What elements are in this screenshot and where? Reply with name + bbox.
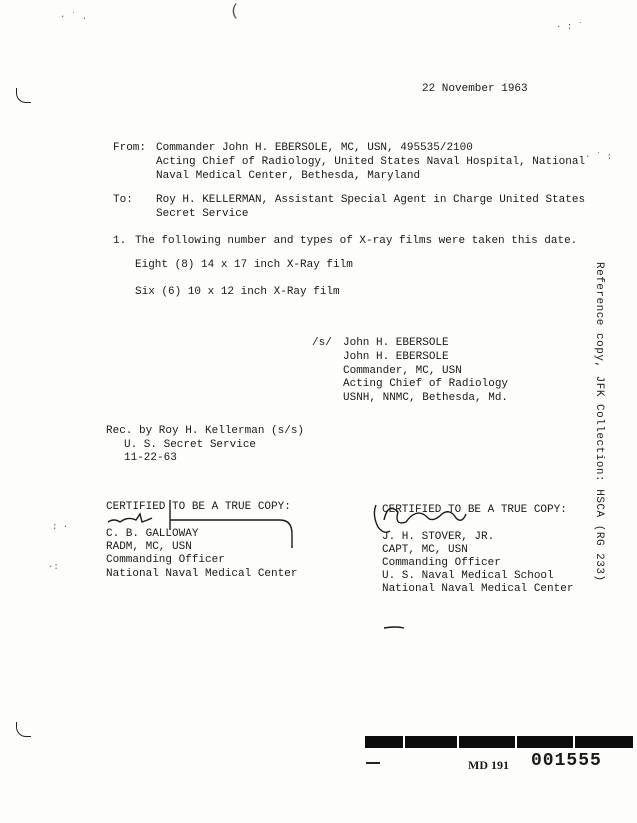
left-bracket-mark <box>170 500 292 548</box>
signature-line: Commander, MC, USN <box>343 365 462 377</box>
paragraph-number: 1. <box>113 235 127 247</box>
from-line: Commander John H. EBERSOLE, MC, USN, 495535/2100 <box>156 142 473 154</box>
film-item: Six (6) 10 x 12 inch X-Ray film <box>135 286 340 298</box>
scribble-mark <box>384 627 404 628</box>
certifier-line-right: Commanding Officer <box>382 557 501 569</box>
from-line: Naval Medical Center, Bethesda, Maryland <box>156 170 421 182</box>
signature-line: John H. EBERSOLE <box>343 337 449 349</box>
certifier-line-right: National Naval Medical Center <box>382 583 574 595</box>
signature-line: Acting Chief of Radiology <box>343 378 509 390</box>
from-line: Acting Chief of Radiology, United States Naval Hospital, National <box>156 156 586 168</box>
certifier-line-left: National Naval Medical Center <box>106 568 298 580</box>
to-line: Secret Service <box>156 208 249 220</box>
document-date: 22 November 1963 <box>422 83 528 95</box>
footer-bar <box>365 736 633 748</box>
receipt-line: U. S. Secret Service <box>124 439 257 451</box>
signature-line: USNH, NNMC, Bethesda, Md. <box>343 392 509 404</box>
certifier-name-left: C. B. GALLOWAY <box>106 528 199 540</box>
page-number: 001555 <box>531 751 602 771</box>
signature-line: John H. EBERSOLE <box>343 351 449 363</box>
footer-dash <box>366 762 380 764</box>
document-id: MD 191 <box>468 758 509 772</box>
paragraph-text: The following number and types of X-ray films were taken this date. <box>135 235 578 247</box>
from-label: From: <box>113 142 147 154</box>
film-item: Eight (8) 14 x 17 inch X-Ray film <box>135 259 353 271</box>
signature-prefix: /s/ <box>312 337 332 349</box>
receipt-line: Rec. by Roy H. Kellerman (s/s) <box>106 425 305 437</box>
certifier-line-left: RADM, MC, USN <box>106 541 192 553</box>
scan-speck: ( <box>230 2 240 20</box>
scan-speck: : · <box>52 522 69 532</box>
to-line: Roy H. KELLERMAN, Assistant Special Agent in Charge United States <box>156 194 586 206</box>
certifier-name-right: J. H. STOVER, JR. <box>382 531 495 543</box>
certifier-line-left: Commanding Officer <box>106 554 225 566</box>
receipt-line: 11-22-63 <box>124 452 177 464</box>
scan-speck: · ˙ : <box>585 152 613 162</box>
scan-speck: · ˙ . <box>60 12 88 22</box>
certification-heading-right: CERTIFIED TO BE A TRUE COPY: <box>382 504 567 516</box>
right-bracket-mark <box>374 505 390 532</box>
stover-signature <box>384 508 466 522</box>
to-label: To: <box>113 194 133 206</box>
scan-speck: ·: <box>48 562 59 572</box>
certification-heading-left: CERTIFIED TO BE A TRUE COPY: <box>106 501 291 513</box>
certifier-line-right: U. S. Naval Medical School <box>382 570 554 582</box>
scan-speck: · : ˙ <box>556 22 584 32</box>
archive-reference-note: Reference copy, JFK Collection: HSCA (RG 233) <box>593 262 605 582</box>
certifier-line-right: CAPT, MC, USN <box>382 544 468 556</box>
galloway-signature <box>108 514 152 522</box>
